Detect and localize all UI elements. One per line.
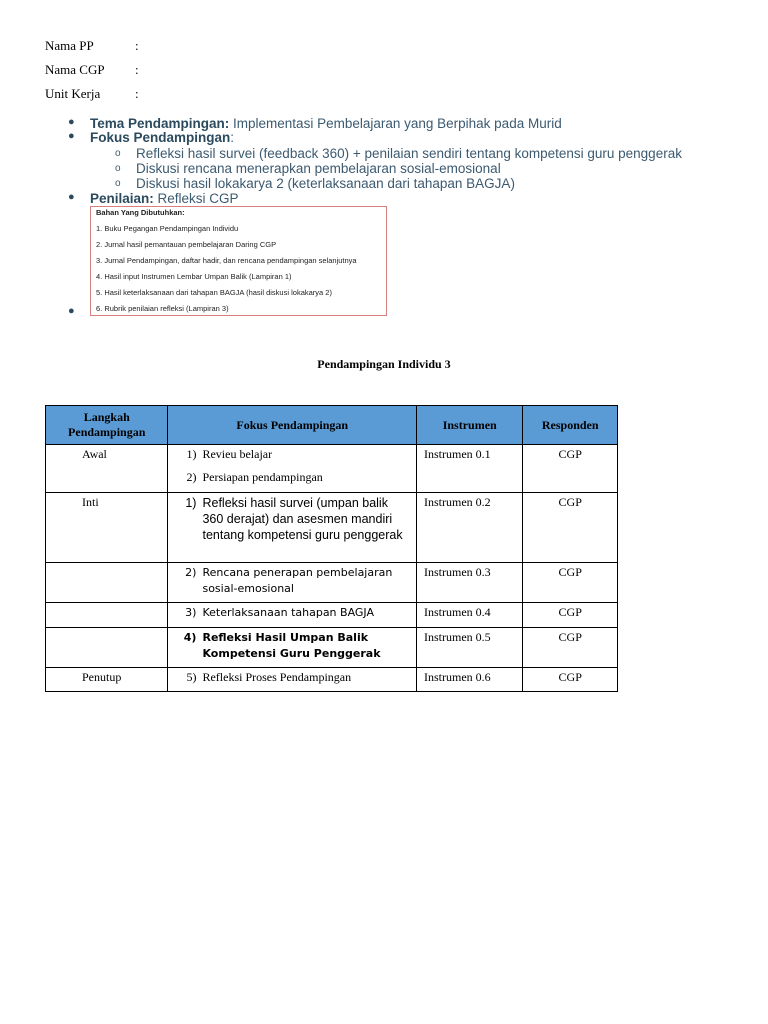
focus-cell xyxy=(168,668,417,692)
table-row xyxy=(46,628,618,668)
bullet-dot-icon: ● xyxy=(68,130,75,142)
instrumen-cell: Instrumen 0.2 xyxy=(417,493,523,563)
table-row xyxy=(46,563,618,603)
table-row xyxy=(46,493,618,563)
materials-item: 6. Rubrik penilaian refleksi (Lampiran 3) xyxy=(96,304,229,313)
focus-item xyxy=(168,603,416,621)
focus-num: 4) xyxy=(183,631,197,644)
instrumen-cell: Instrumen 0.3 xyxy=(417,563,523,603)
field-unit-kerja xyxy=(45,86,139,102)
penilaian-label: Penilaian: xyxy=(90,191,154,206)
responden-cell: CGP xyxy=(523,628,618,668)
materials-item: 3. Jurnal Pendampingan, daftar hadir, dan rencana pendampingan selanjutnya xyxy=(96,256,357,265)
focus-cell xyxy=(168,445,417,493)
stage-cell: Inti xyxy=(46,493,168,563)
focus-cell xyxy=(168,493,417,563)
focus-cell xyxy=(168,628,417,668)
field-colon: : xyxy=(135,86,139,101)
stage-cell xyxy=(46,628,168,668)
materials-item: 2. Jurnal hasil pemantauan pembelajaran Daring CGP xyxy=(96,240,277,249)
materials-box xyxy=(90,206,387,316)
pendampingan-table xyxy=(45,405,618,692)
focus-num: 2) xyxy=(186,470,197,484)
fokus-item-text: Refleksi hasil survei (feedback 360) + penilaian sendiri tentang kompetensi guru penggerak xyxy=(136,146,682,161)
stage-cell: Penutup xyxy=(46,668,168,692)
sub-bullet-icon: o xyxy=(115,163,121,174)
focus-num: 5) xyxy=(186,670,197,684)
focus-text: Persiapan pendampingan xyxy=(202,470,323,484)
instrumen-cell: Instrumen 0.5 xyxy=(417,628,523,668)
responden-cell: CGP xyxy=(523,445,618,493)
focus-item xyxy=(168,628,416,662)
focus-item xyxy=(168,445,416,462)
instrumen-cell: Instrumen 0.6 xyxy=(417,668,523,692)
responden-cell: CGP xyxy=(523,603,618,628)
responden-cell: CGP xyxy=(523,668,618,692)
focus-item xyxy=(168,563,416,597)
header-langkah: Langkah Pendampingan xyxy=(46,406,168,445)
field-colon: : xyxy=(135,62,139,77)
focus-num: 3) xyxy=(185,606,197,619)
penilaian-value: Refleksi CGP xyxy=(153,191,239,206)
materials-item: 4. Hasil input Instrumen Lembar Umpan Balik (Lampiran 1) xyxy=(96,272,292,281)
sub-bullet-icon: o xyxy=(115,148,121,159)
responden-cell: CGP xyxy=(523,563,618,603)
fokus-label: Fokus Pendampingan xyxy=(90,130,231,145)
focus-cell xyxy=(168,603,417,628)
materials-item: 5. Hasil keterlaksanaan dari tahapan BAGJA (hasil diskusi lokakarya 2) xyxy=(96,288,332,297)
focus-num: 2) xyxy=(185,566,197,579)
focus-text: Revieu belajar xyxy=(202,447,273,461)
focus-cell xyxy=(168,563,417,603)
page-title: Pendampingan Individu 3 xyxy=(317,357,451,371)
focus-text: Refleksi hasil survei (umpan balik 360 derajat) dan asesmen mandiri tentang kompetensi guru penggerak xyxy=(202,496,403,542)
fokus-colon: : xyxy=(230,130,235,145)
responden-cell: CGP xyxy=(523,493,618,563)
focus-item xyxy=(168,493,416,543)
header-responden: Responden xyxy=(523,406,618,445)
focus-text: Refleksi Hasil Umpan Balik Kompetensi Guru Penggerak xyxy=(202,631,381,660)
materials-title: Bahan Yang Dibutuhkan: xyxy=(96,208,185,217)
table-row xyxy=(46,603,618,628)
stage-cell xyxy=(46,563,168,603)
tema-label: Tema Pendampingan: xyxy=(90,116,230,131)
table-header-row xyxy=(46,406,618,445)
table-row xyxy=(46,445,618,493)
bullet-dot-icon: ● xyxy=(68,305,75,317)
fokus-item-text: Diskusi rencana menerapkan pembelajaran sosial-emosional xyxy=(136,161,501,176)
field-colon: : xyxy=(135,38,139,53)
stage-cell: Awal xyxy=(46,445,168,493)
sub-bullet-icon: o xyxy=(115,178,121,189)
field-nama-cgp xyxy=(45,62,139,78)
tema-value: Implementasi Pembelajaran yang Berpihak pada Murid xyxy=(229,116,562,131)
stage-cell xyxy=(46,603,168,628)
header-instrumen: Instrumen xyxy=(417,406,523,445)
bullet-dot-icon: ● xyxy=(68,116,75,128)
instrumen-cell: Instrumen 0.4 xyxy=(417,603,523,628)
field-nama-pp xyxy=(45,38,139,54)
header-fokus: Fokus Pendampingan xyxy=(168,406,417,445)
field-label: Unit Kerja xyxy=(45,86,101,101)
instrumen-cell: Instrumen 0.1 xyxy=(417,445,523,493)
materials-item: 1. Buku Pegangan Pendampingan Individu xyxy=(96,224,239,233)
focus-text: Keterlaksanaan tahapan BAGJA xyxy=(202,606,374,619)
table-row xyxy=(46,668,618,692)
focus-num: 1) xyxy=(186,447,197,461)
field-label: Nama PP xyxy=(45,38,94,53)
fokus-item-text: Diskusi hasil lokakarya 2 (keterlaksanaan dari tahapan BAGJA) xyxy=(136,176,515,191)
focus-text: Rencana penerapan pembelajaran sosial-emosional xyxy=(202,566,393,595)
bullet-dot-icon: ● xyxy=(68,191,75,203)
focus-item xyxy=(168,668,416,685)
focus-text: Refleksi Proses Pendampingan xyxy=(202,670,352,684)
field-label: Nama CGP xyxy=(45,62,105,77)
focus-num: 1) xyxy=(185,496,197,510)
focus-item xyxy=(168,462,416,485)
